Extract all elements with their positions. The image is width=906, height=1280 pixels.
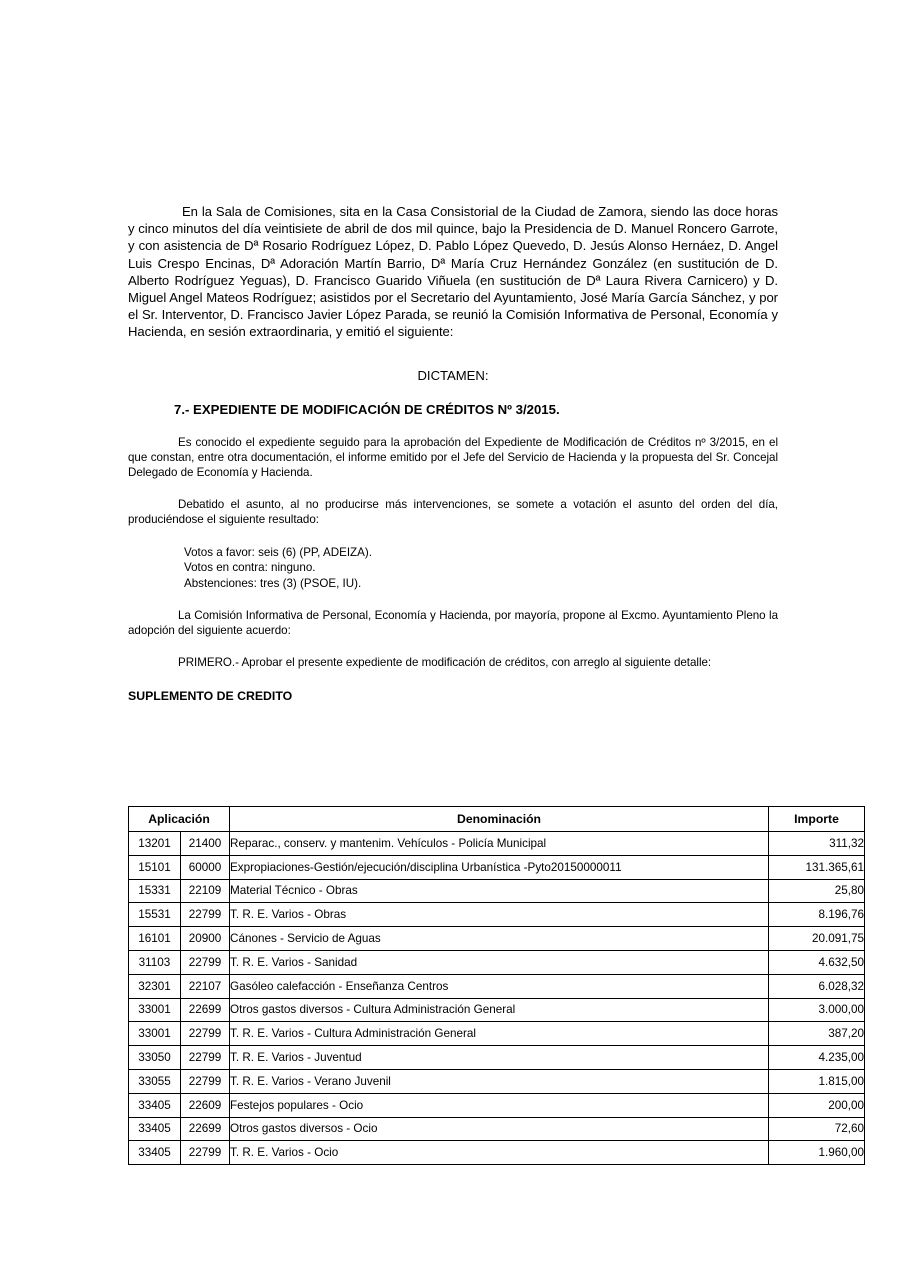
cell-denominacion: Festejos populares - Ocio: [230, 1093, 769, 1117]
votes-against: Votos en contra: ninguno.: [184, 561, 316, 575]
section-title-suplemento-credito: SUPLEMENTO DE CREDITO: [128, 688, 293, 703]
cell-importe: 1.960,00: [769, 1141, 865, 1165]
cell-importe: 387,20: [769, 1022, 865, 1046]
cell-importe: 72,60: [769, 1117, 865, 1141]
cell-importe: 1.815,00: [769, 1069, 865, 1093]
cell-aplicacion-programa: 33405: [129, 1141, 181, 1165]
table-header-row: [129, 807, 865, 832]
table-row: [129, 903, 865, 927]
dictamen-label: DICTAMEN:: [417, 367, 489, 383]
cell-aplicacion-economica: 22799: [181, 1046, 230, 1070]
vote-results: [128, 545, 778, 592]
cell-aplicacion-programa: 15101: [129, 855, 181, 879]
cell-aplicacion-economica: 60000: [181, 855, 230, 879]
table-row: [129, 1141, 865, 1165]
cell-aplicacion-programa: 33055: [129, 1069, 181, 1093]
table-row: [129, 927, 865, 951]
cell-importe: 20.091,75: [769, 927, 865, 951]
background-paragraph: Es conocido el expediente seguido para la aprobación del Expediente de Modificación de Créditos nº 3/2015, en el que constan, entre otra documentación, el informe emitido por el Jefe del Servicio de Hacienda y la propuesta del Sr. Concejal Delegado de Economía y Hacienda.: [128, 436, 778, 480]
table-row: [129, 974, 865, 998]
cell-aplicacion-economica: 22799: [181, 950, 230, 974]
cell-aplicacion-programa: 33001: [129, 1022, 181, 1046]
spacer: [128, 341, 778, 367]
cell-aplicacion-economica: 22107: [181, 974, 230, 998]
cell-denominacion: T. R. E. Varios - Obras: [230, 903, 769, 927]
cell-aplicacion-programa: 33405: [129, 1093, 181, 1117]
cell-aplicacion-economica: 22699: [181, 998, 230, 1022]
cell-aplicacion-programa: 33050: [129, 1046, 181, 1070]
cell-denominacion: Cánones - Servicio de Aguas: [230, 927, 769, 951]
cell-denominacion: T. R. E. Varios - Cultura Administración General: [230, 1022, 769, 1046]
cell-aplicacion-economica: 21400: [181, 832, 230, 856]
cell-aplicacion-programa: 16101: [129, 927, 181, 951]
cell-denominacion: Expropiaciones-Gestión/ejecución/disciplina Urbanística -Pyto20150000011: [230, 855, 769, 879]
cell-importe: 6.028,32: [769, 974, 865, 998]
table-row: [129, 879, 865, 903]
table-row: [129, 998, 865, 1022]
column-header-aplicacion: Aplicación: [129, 807, 230, 832]
spacer: [128, 418, 778, 435]
cell-importe: 3.000,00: [769, 998, 865, 1022]
table-body: [129, 832, 865, 1165]
cell-importe: 25,80: [769, 879, 865, 903]
item-heading: 7.- EXPEDIENTE DE MODIFICACIÓN DE CRÉDITOS Nº 3/2015.: [174, 401, 560, 417]
table-row: [129, 832, 865, 856]
column-header-importe: Importe: [769, 807, 865, 832]
table-row: [129, 1069, 865, 1093]
cell-importe: 8.196,76: [769, 903, 865, 927]
cell-aplicacion-economica: 22609: [181, 1093, 230, 1117]
cell-denominacion: T. R. E. Varios - Sanidad: [230, 950, 769, 974]
proposal-paragraph: La Comisión Informativa de Personal, Economía y Hacienda, por mayoría, propone al Excmo. Ayuntamiento Pleno la adopción del siguiente acuerdo:: [128, 609, 778, 638]
credit-table: [128, 806, 865, 1165]
column-header-denominacion: Denominación: [230, 807, 769, 832]
agreement-paragraph: PRIMERO.- Aprobar el presente expediente de modificación de créditos, con arreglo al siguiente detalle:: [178, 656, 712, 670]
spacer: [128, 591, 778, 608]
cell-aplicacion-programa: 33405: [129, 1117, 181, 1141]
spacer: [128, 528, 778, 545]
intro-paragraph: En la Sala de Comisiones, sita en la Casa Consistorial de la Ciudad de Zamora, siendo las doce horas y cinco minutos del día veintisiete de abril de dos mil quince, bajo la Presidencia de D. Manuel Roncero Garrote, y con asistencia de Dª Rosario Rodríguez López, D. Pablo López Quevedo, D. Jesús Alonso Hernáez, D. Angel Luis Crespo Encinas, Dª Adoración Martín Barrio, Dª María Cruz Hernández González (en sustitución de D. Alberto Rodríguez Yeguas), D. Francisco Guarido Viñuela (en sustitución de Dª Laura Rivera Carnicero) y D. Miguel Angel Mateos Rodríguez; asistidos por el Secretario del Ayuntamiento, José María García Sánchez, y por el Sr. Interventor, D. Francisco Javier López Parada, se reunió la Comisión Informativa de Personal, Economía y Hacienda, en sesión extraordinaria, y emitió el siguiente:: [128, 204, 778, 340]
cell-aplicacion-programa: 13201: [129, 832, 181, 856]
cell-importe: 200,00: [769, 1093, 865, 1117]
debate-paragraph: Debatido el asunto, al no producirse más intervenciones, se somete a votación el asunto del orden del día, produciéndose el siguiente resultado:: [128, 498, 778, 527]
cell-importe: 4.235,00: [769, 1046, 865, 1070]
table-row: [129, 950, 865, 974]
cell-importe: 4.632,50: [769, 950, 865, 974]
cell-denominacion: T. R. E. Varios - Verano Juvenil: [230, 1069, 769, 1093]
cell-aplicacion-economica: 20900: [181, 927, 230, 951]
cell-denominacion: Otros gastos diversos - Ocio: [230, 1117, 769, 1141]
cell-aplicacion-programa: 31103: [129, 950, 181, 974]
cell-aplicacion-economica: 22799: [181, 1022, 230, 1046]
cell-denominacion: T. R. E. Varios - Ocio: [230, 1141, 769, 1165]
cell-denominacion: Material Técnico - Obras: [230, 879, 769, 903]
cell-aplicacion-economica: 22699: [181, 1117, 230, 1141]
cell-denominacion: Gasóleo calefacción - Enseñanza Centros: [230, 974, 769, 998]
votes-in-favor: Votos a favor: seis (6) (PP, ADEIZA).: [184, 545, 372, 559]
cell-aplicacion-programa: 15531: [129, 903, 181, 927]
cell-aplicacion-economica: 22799: [181, 903, 230, 927]
spacer: [128, 638, 778, 655]
table-row: [129, 855, 865, 879]
spacer: [128, 384, 778, 401]
spacer: [128, 480, 778, 497]
table-row: [129, 1093, 865, 1117]
cell-importe: 311,32: [769, 832, 865, 856]
cell-aplicacion-economica: 22799: [181, 1141, 230, 1165]
spacer: [128, 671, 778, 688]
votes-abstentions: Abstenciones: tres (3) (PSOE, IU).: [184, 576, 362, 590]
cell-aplicacion-programa: 33001: [129, 998, 181, 1022]
cell-aplicacion-economica: 22109: [181, 879, 230, 903]
credit-table-container: [128, 806, 864, 1165]
cell-denominacion: T. R. E. Varios - Juventud: [230, 1046, 769, 1070]
cell-aplicacion-programa: 32301: [129, 974, 181, 998]
table-row: [129, 1022, 865, 1046]
document-body: [128, 203, 778, 704]
table-header: [129, 807, 865, 832]
cell-aplicacion-programa: 15331: [129, 879, 181, 903]
table-row: [129, 1117, 865, 1141]
cell-importe: 131.365,61: [769, 855, 865, 879]
table-row: [129, 1046, 865, 1070]
cell-aplicacion-economica: 22799: [181, 1069, 230, 1093]
cell-denominacion: Reparac., conserv. y mantenim. Vehículos - Policía Municipal: [230, 832, 769, 856]
cell-denominacion: Otros gastos diversos - Cultura Administración General: [230, 998, 769, 1022]
